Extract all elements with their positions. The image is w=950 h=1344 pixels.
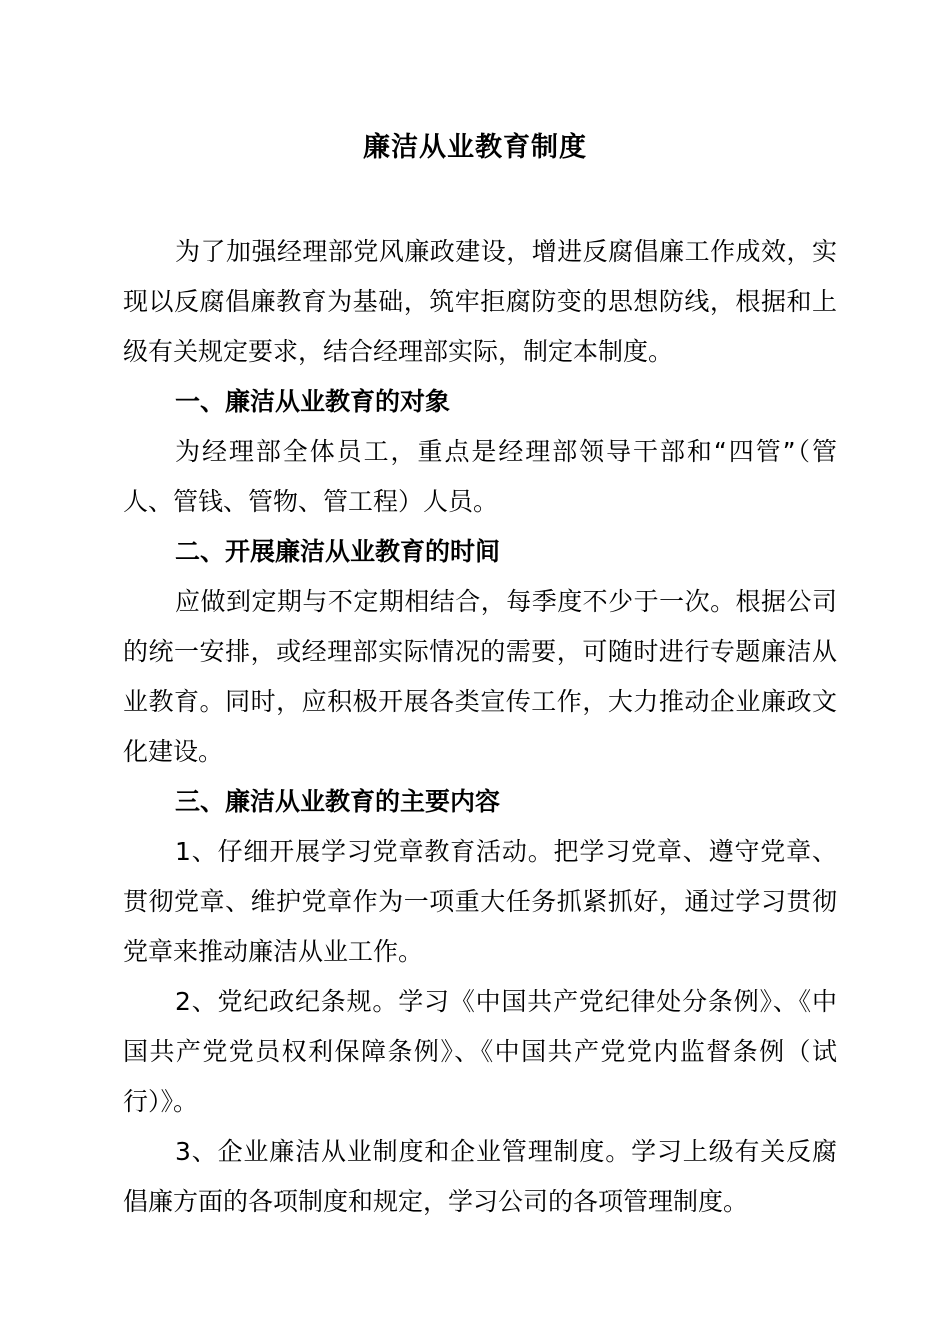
section-heading-1: 一、廉洁从业教育的对象 (175, 387, 451, 416)
section-1-paragraph: 为经理部全体员工，重点是经理部领导干部和“四管”（管人、管钱、管物、管工程）人员。 (123, 437, 837, 516)
section-heading-2: 二、开展廉洁从业教育的时间 (175, 537, 501, 566)
document-title: 廉洁从业教育制度 (363, 132, 587, 163)
intro-paragraph: 为了加强经理部党风廉政建设，增进反腐倡廉工作成效，实现以反腐倡廉教育为基础，筑牢拒腐防变的思想防线，根据和上级有关规定要求，结合经理部实际，制定本制度。 (123, 237, 837, 366)
document-body (123, 227, 837, 1227)
section-2-paragraph: 应做到定期与不定期相结合，每季度不少于一次。根据公司的统一安排，或经理部实际情况的需要，可随时进行专题廉洁从业教育。同时，应积极开展各类宣传工作，大力推动企业廉政文化建设。 (123, 587, 837, 766)
content-item-3: 3、企业廉洁从业制度和企业管理制度。学习上级有关反腐倡廉方面的各项制度和规定，学习公司的各项管理制度。 (123, 1137, 837, 1216)
content-item-2: 2、党纪政纪条规。学习《中国共产党纪律处分条例》、《中国共产党党员权利保障条例》、《中国共产党党内监督条例（试行）》。 (123, 987, 837, 1116)
content-item-1: 1、仔细开展学习党章教育活动。把学习党章、遵守党章、贯彻党章、维护党章作为一项重大任务抓紧抓好，通过学习贯彻党章来推动廉洁从业工作。 (123, 837, 837, 966)
section-heading-3: 三、廉洁从业教育的主要内容 (175, 787, 501, 816)
